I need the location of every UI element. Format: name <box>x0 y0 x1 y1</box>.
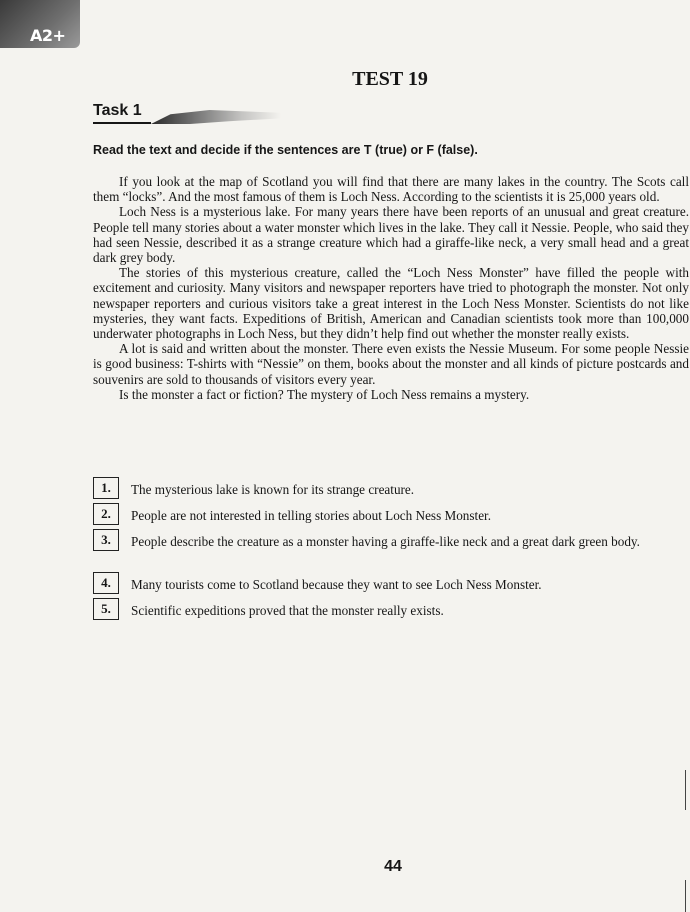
statement-item <box>93 529 683 572</box>
statement-item <box>93 572 683 598</box>
statement-number-box[interactable]: 1. <box>93 477 119 499</box>
task-label: Task 1 <box>93 102 142 119</box>
paragraph-5: Is the monster a fact or fiction? The mystery of Loch Ness remains a mystery. <box>119 386 530 402</box>
statement-number-box[interactable]: 2. <box>93 503 119 525</box>
task-underline <box>93 122 151 124</box>
reading-text <box>93 174 689 402</box>
statement-text: Scientific expeditions proved that the monster really exists. <box>131 603 444 618</box>
statement-text: People describe the creature as a monster having a giraffe-like neck and a great dark green body. <box>131 534 640 549</box>
page-number: 44 <box>384 858 402 875</box>
statement-text: Many tourists come to Scotland because they want to see Loch Ness Monster. <box>131 577 542 592</box>
test-title: TEST 19 <box>352 68 428 90</box>
level-badge-label: A2+ <box>30 26 66 45</box>
paragraph-3: The stories of this mysterious creature, called the “Loch Ness Monster” have filled the people with excitement and curiosity. Many visitors and newspaper reporters have tried to photograph the monster. Not only newspaper reporters and curious visitors take a great interest in the Loch Ness Monster. Scientists do not like mysteries, they want facts. Expeditions of British, American and Canadian scientists took more than 100,000 underwater photographs in Loch Ness, but they didn’t help find out whether the monster really exists. <box>93 265 689 342</box>
task-header <box>93 102 293 128</box>
statement-list <box>93 477 683 624</box>
task-instruction: Read the text and decide if the sentences are T (true) or F (false). <box>93 143 478 157</box>
level-badge <box>0 0 80 48</box>
task-decoration-brushstroke <box>151 110 281 124</box>
statement-number-box[interactable]: 5. <box>93 598 119 620</box>
statement-item <box>93 598 683 624</box>
statement-number-box[interactable]: 4. <box>93 572 119 594</box>
statement-item <box>93 503 683 529</box>
scan-edge-mark <box>685 880 686 912</box>
statement-item <box>93 477 683 503</box>
statement-text: The mysterious lake is known for its strange creature. <box>131 482 415 497</box>
paragraph-1: If you look at the map of Scotland you will find that there are many lakes in the country. The Scots call them “locks”. And the most famous of them is Loch Ness. According to the scientists it is 25,000 years old. <box>93 174 689 205</box>
paragraph-2: Loch Ness is a mysterious lake. For many years there have been reports of an unusual and great creature. People tell many stories about a water monster which lives in the lake. They call it Nessie. People, who said they had seen Nessie, described it as a strange creature which had a giraffe-like neck, a very small head and a great dark grey body. <box>93 204 689 266</box>
paragraph-4: A lot is said and written about the monster. There even exists the Nessie Museum. For some people Nessie is good business: T-shirts with “Nessie” on them, books about the monster and all kinds of picture postcards and souvenirs are sold to thousands of visitors every year. <box>93 341 689 387</box>
scan-edge-mark <box>685 770 686 810</box>
statement-number-box[interactable]: 3. <box>93 529 119 551</box>
statement-text: People are not interested in telling stories about Loch Ness Monster. <box>131 508 492 523</box>
